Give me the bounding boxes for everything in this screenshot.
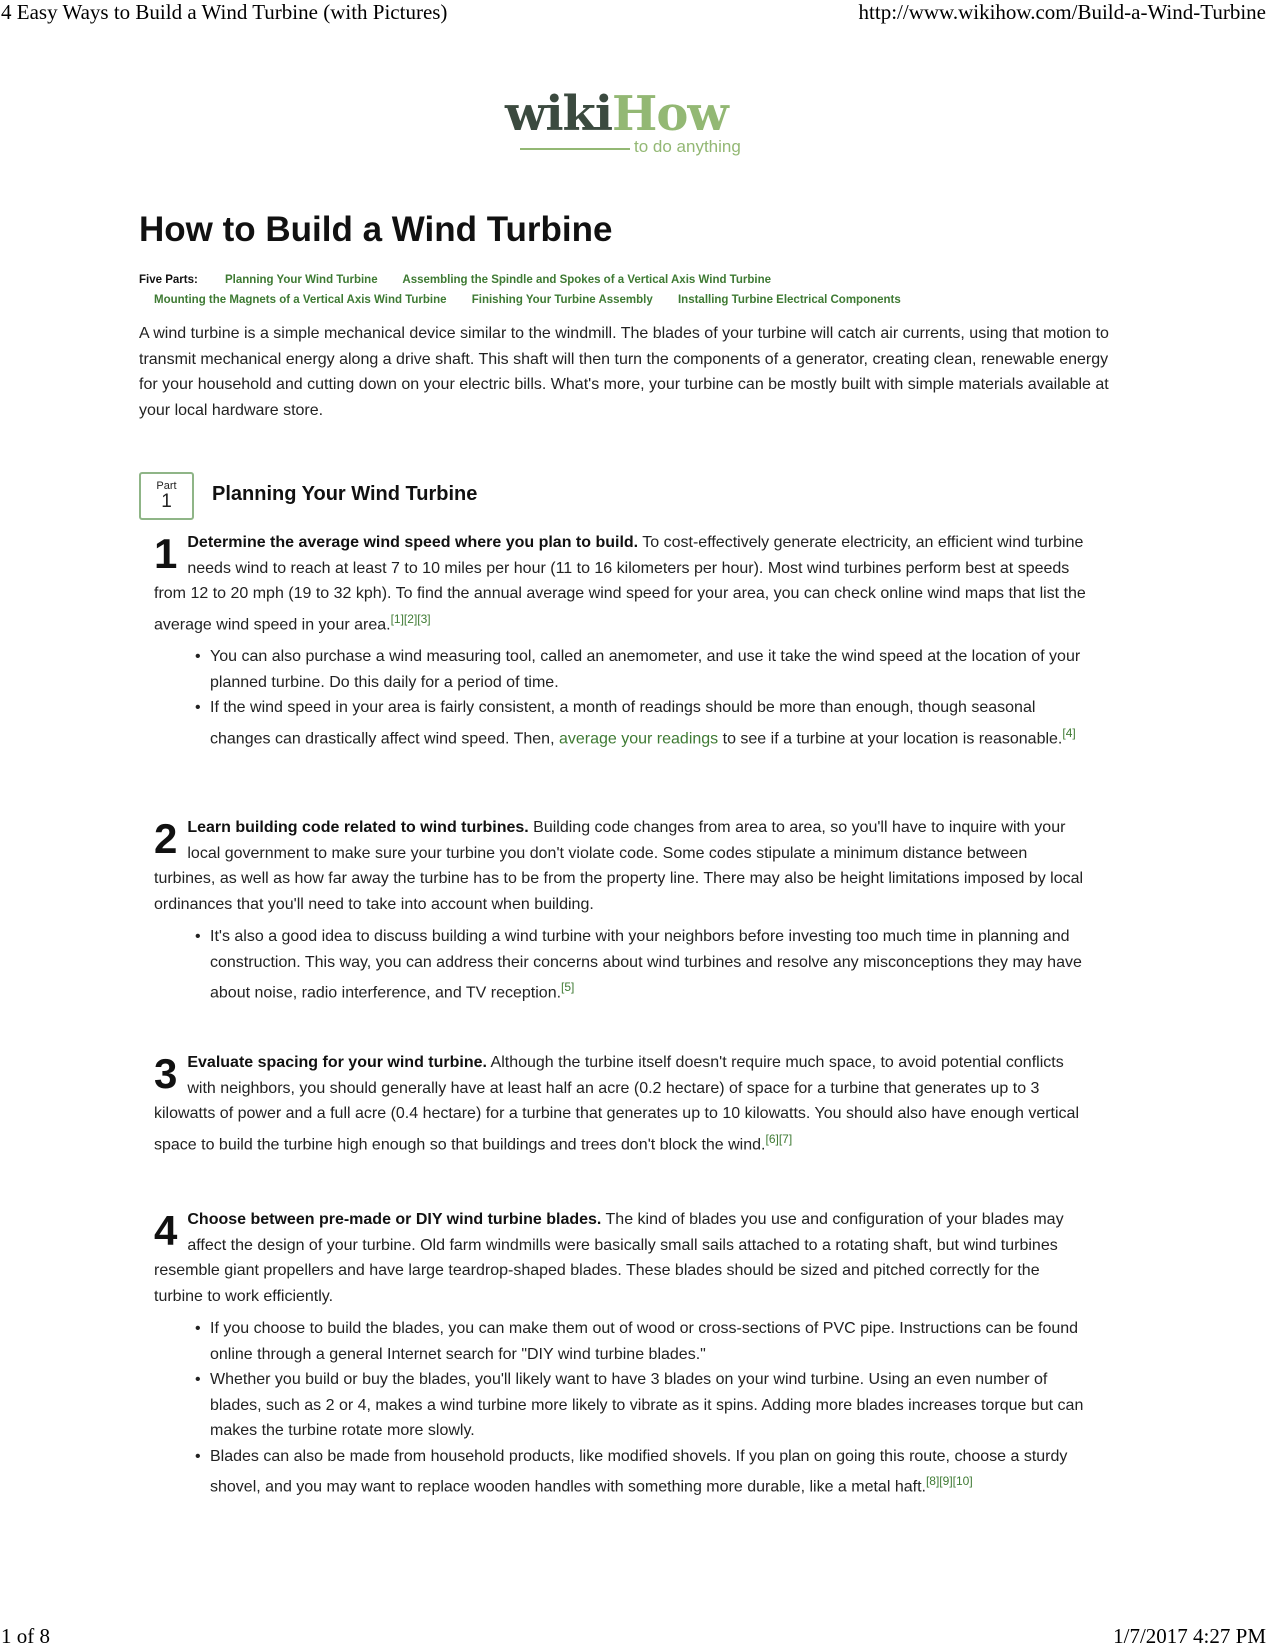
step-number: 1 xyxy=(154,530,178,577)
average-readings-link[interactable]: average your readings xyxy=(558,730,719,748)
tip-text: Blades can also be made from household products, like modified shovels. If you plan on going this route, choose a sturdy shovel, and you may want to replace wooden handles with something more durable, like a metal haft. xyxy=(210,1447,1068,1496)
toc-link-part-4[interactable]: Finishing Your Turbine Assembly xyxy=(471,294,653,306)
logo-wiki-text: wiki xyxy=(505,86,613,142)
citation-link[interactable]: [5] xyxy=(561,980,575,994)
step-tips xyxy=(154,644,1089,751)
step-2 xyxy=(154,815,1089,1006)
citation-link[interactable]: [4] xyxy=(1062,725,1076,740)
page-count: 1 of 8 xyxy=(1,1624,50,1648)
step-text: The kind of blades you use and configuration of your blades may affect the design of your turbine. Old farm windmills were basically small sails attached to a rotating shaft, but wind turbines resemble giant propellers and have large teardrop-shaped blades. These blades should be sized and pitched correctly for the turbine to work efficiently. xyxy=(154,1211,1064,1305)
logo-how-text: How xyxy=(612,86,728,142)
print-header xyxy=(0,0,1269,25)
step-number: 3 xyxy=(154,1050,178,1097)
step-4 xyxy=(154,1207,1089,1500)
tip-text: to see if a turbine at your location is reasonable. xyxy=(718,730,1063,748)
logo-tagline: to do anything xyxy=(634,137,741,156)
toc-link-part-1[interactable]: Planning Your Wind Turbine xyxy=(225,274,378,286)
step-number: 4 xyxy=(154,1207,178,1254)
part-title: Planning Your Wind Turbine xyxy=(212,483,478,505)
article-intro: A wind turbine is a simple mechanical device similar to the windmill. The blades of your turbine will catch air currents, using that motion to transmit mechanical energy along a drive shaft. This shaft will then turn the components of a generator, creating clean, renewable energy for your household and cutting down on your electric bills. What's more, your turbine can be mostly built with simple materials available at your local hardware store. xyxy=(139,325,1109,419)
citation-link[interactable]: [8][9][10] xyxy=(925,1474,973,1488)
tip-item: • You can also purchase a wind measuring tool, called an anemometer, and use it take the wind speed at the location of your planned turbine. Do this daily for a period of time. xyxy=(210,644,1089,695)
citation-link[interactable]: [6][7] xyxy=(765,1131,793,1146)
print-url[interactable]: http://www.wikihow.com/Build-a-Wind-Turbine xyxy=(858,0,1266,24)
part-number: 1 xyxy=(161,491,172,512)
step-text: Building code changes from area to area, so you'll have to inquire with your local government to make sure your turbine you don't violate code. Some codes stipulate a minimum distance between turbines, as well as how far away the turbine has to be from the property line. There may also be height limitations imposed by local ordinances that you'll need to take into account when building. xyxy=(154,819,1084,913)
step-text: To cost-effectively generate electricity, an efficient wind turbine needs wind to reach at least 7 to 10 miles per hour (11 to 16 kilometers per hour). Most wind turbines perform best at speeds from 12 to 20 mph (19 to 32 kph). To find the annual average wind speed for your area, you can check online wind maps that list the average wind speed in your area. xyxy=(154,534,1086,633)
citation-link[interactable]: [1][2][3] xyxy=(390,611,431,626)
wikihow-logo[interactable] xyxy=(505,84,765,159)
part-badge xyxy=(139,472,194,520)
tip-item: • Whether you build or buy the blades, you'll likely want to have 3 blades on your wind turbine. Using an even number of blades, such as 2 or 4, makes a wind turbine more likely to vibrate as it spins. Adding more blades increases torque but can makes the turbine rotate more slowly. xyxy=(210,1367,1089,1444)
toc-link-part-3[interactable]: Mounting the Magnets of a Vertical Axis Wind Turbine xyxy=(154,294,447,306)
step-number: 2 xyxy=(154,815,178,862)
tip-text: It's also a good idea to discuss building a wind turbine with your neighbors before investing too much time in planning and construction. This way, you can address their concerns about wind turbines and resolve any misconceptions they may have about noise, radio interference, and TV reception. xyxy=(210,928,1082,1002)
step-lead: Determine the average wind speed where you plan to build. xyxy=(187,534,639,551)
step-tips xyxy=(154,924,1089,1006)
step-lead: Evaluate spacing for your wind turbine. xyxy=(187,1054,487,1071)
tip-text: If the wind speed in your area is fairly consistent, a month of readings should be more than enough, though seasonal changes can drastically affect wind speed. Then, xyxy=(210,699,1036,748)
toc-label: Five Parts: xyxy=(139,274,198,286)
part-label: Part xyxy=(156,480,177,492)
step-lead: Choose between pre-made or DIY wind turbine blades. xyxy=(187,1211,602,1228)
toc-link-part-5[interactable]: Installing Turbine Electrical Components xyxy=(677,294,901,306)
tip-item xyxy=(210,695,1089,751)
print-page-title: 4 Easy Ways to Build a Wind Turbine (with Pictures) xyxy=(1,0,448,24)
step-1 xyxy=(154,530,1089,752)
step-tips xyxy=(154,1316,1089,1500)
toc-link-part-2[interactable]: Assembling the Spindle and Spokes of a Vertical Axis Wind Turbine xyxy=(402,274,771,286)
step-lead: Learn building code related to wind turbines. xyxy=(187,819,529,836)
print-datetime: 1/7/2017 4:27 PM xyxy=(1113,1624,1266,1648)
logo-underline xyxy=(520,148,630,150)
print-footer xyxy=(0,1624,1269,1649)
tip-item xyxy=(210,924,1089,1006)
parts-toc xyxy=(139,270,923,310)
logo-wordmark xyxy=(505,84,728,144)
step-3 xyxy=(154,1050,1089,1157)
article-title: How to Build a Wind Turbine xyxy=(139,210,613,249)
step-text: Although the turbine itself doesn't require much space, to avoid potential conflicts with neighbors, you should generally have at least half an acre (0.2 hectare) of space for a turbine that generates up to 3 kilowatts of power and a full acre (0.4 hectare) for a turbine that generates up to 10 kilowatts. You should also have enough vertical space to build the turbine high enough so that buildings and trees don't block the wind. xyxy=(154,1054,1080,1153)
tip-item xyxy=(210,1444,1089,1500)
tip-item: • If you choose to build the blades, you can make them out of wood or cross-sections of PVC pipe. Instructions can be found online through a general Internet search for "DIY wind turbine blades." xyxy=(210,1316,1089,1367)
